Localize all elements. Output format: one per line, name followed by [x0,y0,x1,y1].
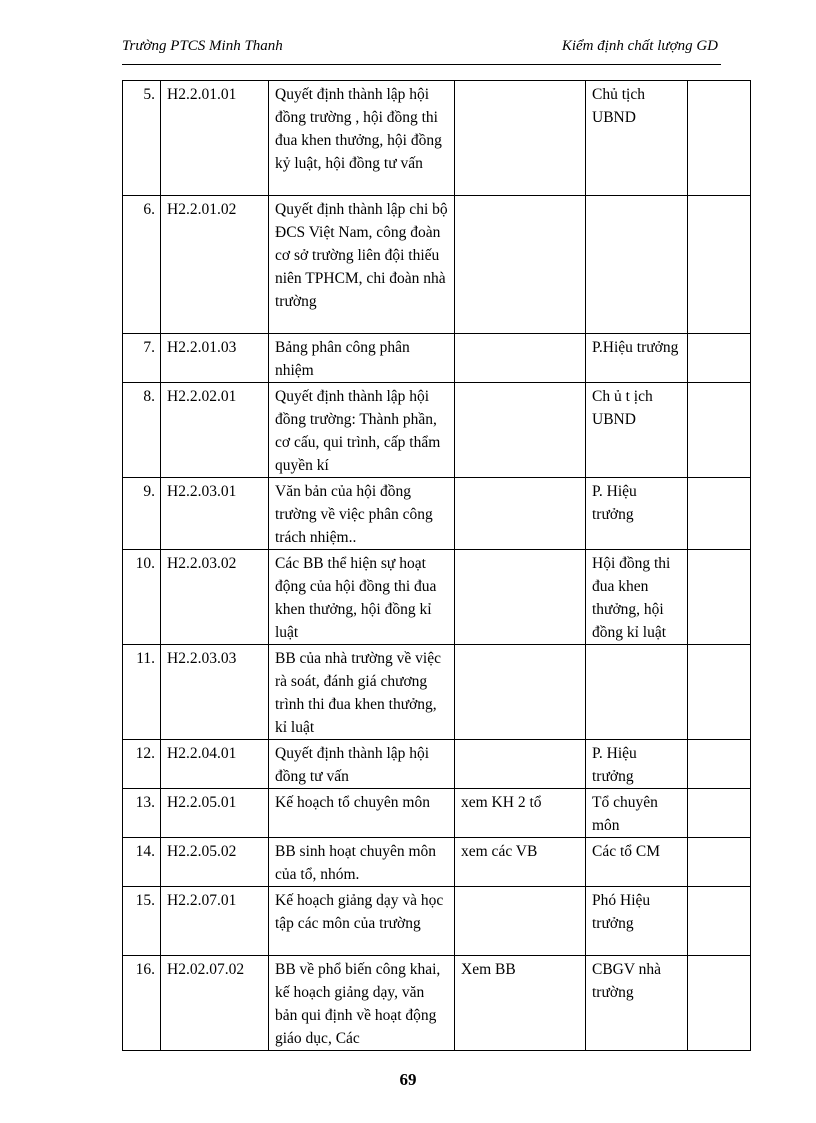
evidence-description: BB về phổ biến công khai, kế hoạch giảng dạy, văn bản qui định về hoạt động giáo dục, Các [269,956,455,1051]
header-document-title: Kiểm định chất lượng GD [561,38,718,54]
evidence-description: Kế hoạch giảng dạy và học tập các môn của trường [269,887,455,956]
table-row [123,740,751,789]
evidence-description: BB của nhà trường về việc rà soát, đánh giá chương trình thi đua khen thưởng, kỉ luật [269,645,455,740]
evidence-extra [688,838,751,887]
evidence-note [455,383,586,478]
evidence-note [455,887,586,956]
row-number: 13. [123,789,161,838]
evidence-extra [688,550,751,645]
evidence-code: H2.2.01.03 [161,334,269,383]
row-number: 15. [123,887,161,956]
evidence-source: Chủ tịch UBND [586,81,688,196]
evidence-code: H2.02.07.02 [161,956,269,1051]
evidence-code: H2.2.02.01 [161,383,269,478]
evidence-note [455,81,586,196]
evidence-table [122,80,751,1051]
evidence-note: xem KH 2 tổ [455,789,586,838]
evidence-code: H2.2.01.01 [161,81,269,196]
evidence-extra [688,81,751,196]
evidence-source: Tổ chuyên môn [586,789,688,838]
evidence-description: Quyết định thành lập hội đồng trường: Thành phần, cơ cấu, qui trình, cấp thẩm quyền kí [269,383,455,478]
evidence-source [586,196,688,334]
evidence-code: H2.2.04.01 [161,740,269,789]
evidence-code: H2.2.05.02 [161,838,269,887]
evidence-extra [688,478,751,550]
table-row [123,956,751,1051]
evidence-description: BB sinh hoạt chuyên môn của tổ, nhóm. [269,838,455,887]
evidence-source: Các tổ CM [586,838,688,887]
page-header [122,38,718,62]
row-number: 11. [123,645,161,740]
row-number: 5. [123,81,161,196]
header-divider [122,64,721,65]
evidence-note [455,740,586,789]
row-number: 10. [123,550,161,645]
table-row [123,383,751,478]
evidence-code: H2.2.01.02 [161,196,269,334]
evidence-extra [688,383,751,478]
evidence-note [455,334,586,383]
evidence-extra [688,789,751,838]
table-row [123,887,751,956]
table-row [123,334,751,383]
row-number: 12. [123,740,161,789]
evidence-code: H2.2.07.01 [161,887,269,956]
evidence-source: Hội đồng thi đua khen thưởng, hội đồng kỉ luật [586,550,688,645]
evidence-description: Kế hoạch tổ chuyên môn [269,789,455,838]
evidence-source [586,645,688,740]
evidence-note: xem các VB [455,838,586,887]
evidence-note [455,550,586,645]
evidence-extra [688,645,751,740]
table-row [123,645,751,740]
evidence-code: H2.2.03.03 [161,645,269,740]
evidence-description: Quyết định thành lập chi bộ ĐCS Việt Nam, công đoàn cơ sở trường liên đội thiếu niên TPHCM, chi đoàn nhà trường [269,196,455,334]
table-row [123,789,751,838]
header-school-name: Trường PTCS Minh Thanh [122,38,283,54]
row-number: 7. [123,334,161,383]
evidence-extra [688,956,751,1051]
evidence-source: Ch ủ t ịch UBND [586,383,688,478]
evidence-note [455,478,586,550]
evidence-note [455,645,586,740]
evidence-extra [688,196,751,334]
evidence-note: Xem BB [455,956,586,1051]
table-row [123,81,751,196]
evidence-extra [688,334,751,383]
table-row [123,550,751,645]
evidence-description: Quyết định thành lập hội đồng trường , hội đồng thi đua khen thưởng, hội đồng kỷ luật, hội đồng tư vấn [269,81,455,196]
evidence-source: P.Hiệu trưởng [586,334,688,383]
evidence-source: P. Hiệu trưởng [586,478,688,550]
evidence-description: Các BB thể hiện sự hoạt động của hội đồng thi đua khen thưởng, hội đồng kỉ luật [269,550,455,645]
table-row [123,838,751,887]
row-number: 16. [123,956,161,1051]
table-row [123,478,751,550]
table-row [123,196,751,334]
evidence-code: H2.2.03.01 [161,478,269,550]
evidence-code: H2.2.03.02 [161,550,269,645]
row-number: 6. [123,196,161,334]
evidence-description: Văn bản của hội đồng trường về việc phân công trách nhiệm.. [269,478,455,550]
page-number: 69 [399,1070,417,1089]
evidence-extra [688,740,751,789]
evidence-code: H2.2.05.01 [161,789,269,838]
evidence-source: Phó Hiệu trưởng [586,887,688,956]
row-number: 9. [123,478,161,550]
evidence-description: Quyết định thành lập hội đồng tư vấn [269,740,455,789]
row-number: 8. [123,383,161,478]
evidence-description: Bảng phân công phân nhiệm [269,334,455,383]
evidence-source: CBGV nhà trường [586,956,688,1051]
evidence-source: P. Hiệu trưởng [586,740,688,789]
row-number: 14. [123,838,161,887]
evidence-note [455,196,586,334]
evidence-extra [688,887,751,956]
